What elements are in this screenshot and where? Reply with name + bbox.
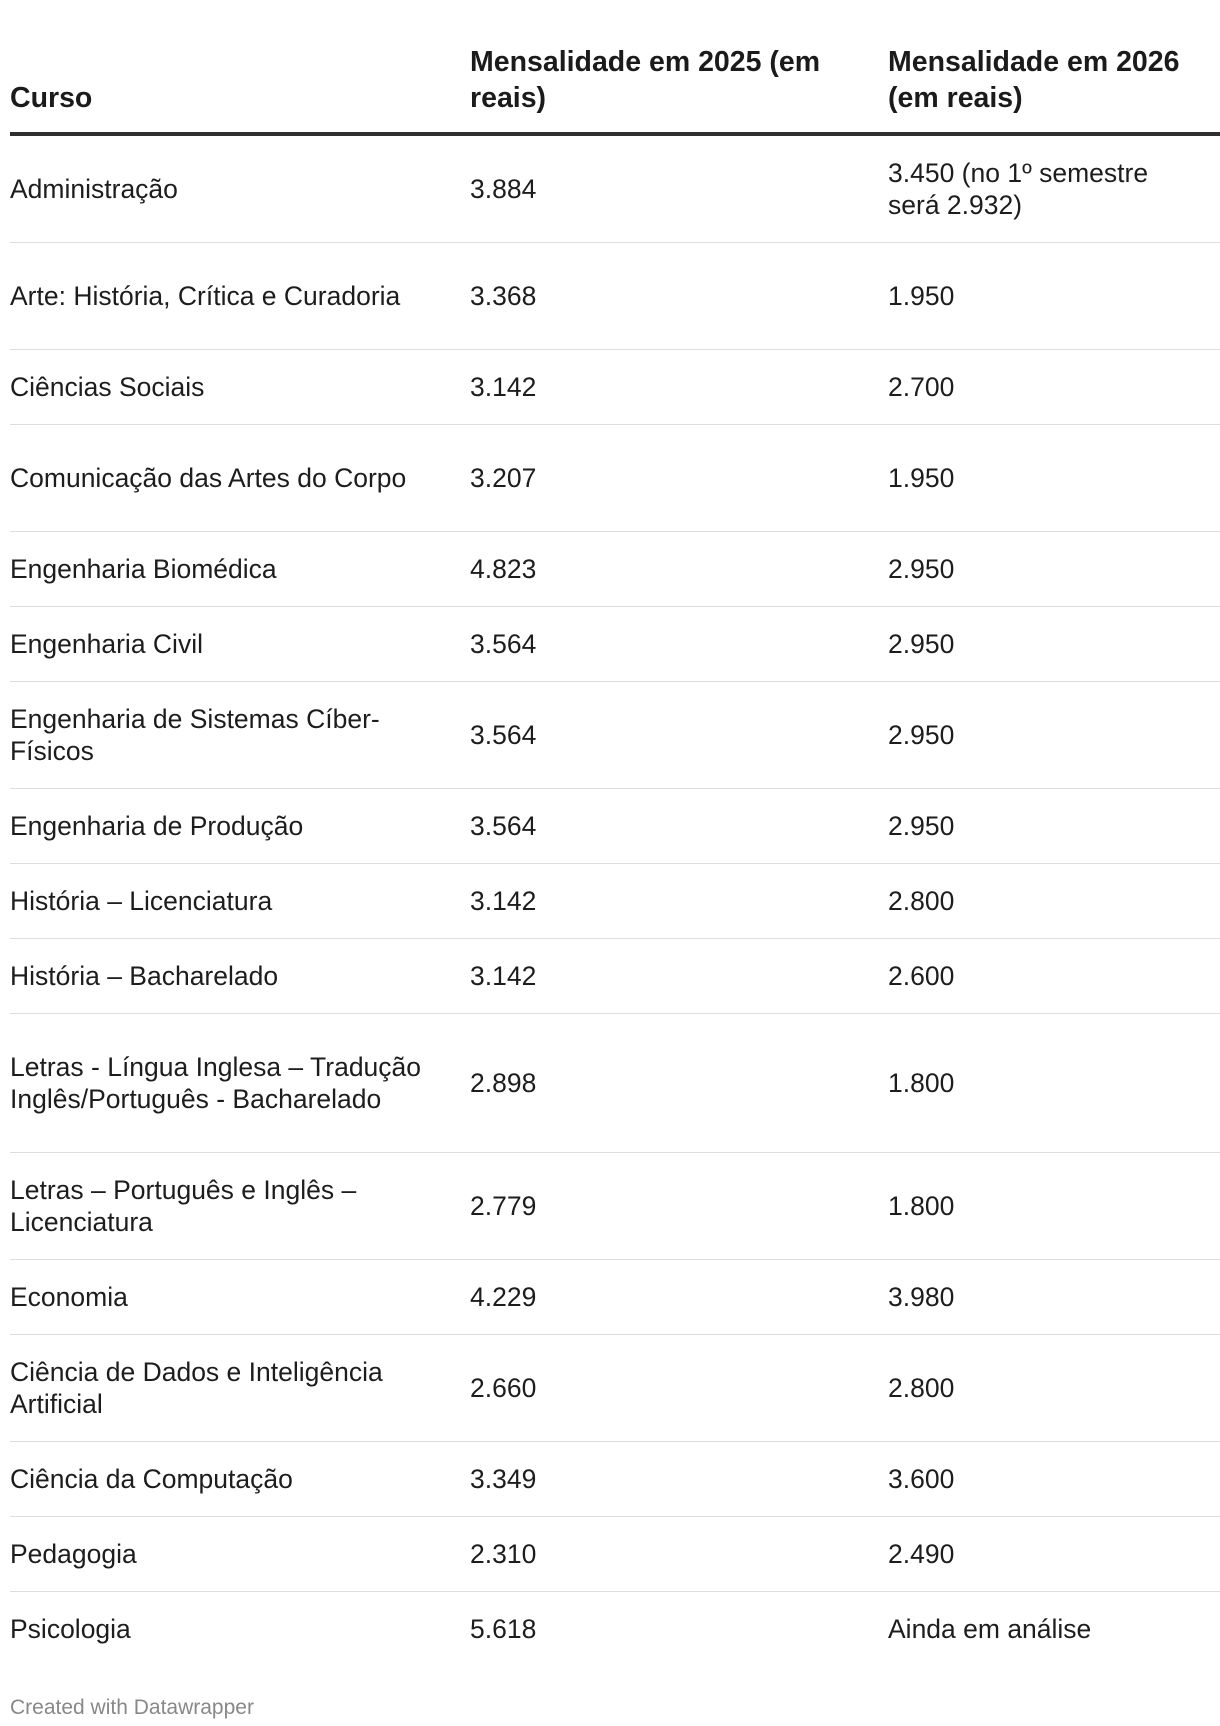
- cell-mensalidade-2026: [888, 1260, 1220, 1335]
- cell-curso: [10, 532, 470, 607]
- table-row: [10, 1014, 1220, 1153]
- cell-mensalidade-2025-text: 3.142: [470, 886, 537, 916]
- cell-curso-text: Pedagogia: [10, 1539, 137, 1569]
- table-row: [10, 425, 1220, 532]
- cell-mensalidade-2026: [888, 1442, 1220, 1517]
- cell-mensalidade-2026-text: 2.800: [888, 1373, 955, 1403]
- cell-curso-text: Engenharia Biomédica: [10, 554, 277, 584]
- tuition-table: [10, 0, 1220, 1666]
- cell-mensalidade-2026: [888, 425, 1220, 532]
- table-row: [10, 789, 1220, 864]
- cell-mensalidade-2025-text: 3.564: [470, 720, 537, 750]
- cell-mensalidade-2025-text: 3.564: [470, 811, 537, 841]
- table-row: [10, 1260, 1220, 1335]
- cell-mensalidade-2025: [470, 1014, 888, 1153]
- cell-mensalidade-2026-text: 2.950: [888, 629, 955, 659]
- cell-mensalidade-2026: [888, 1014, 1220, 1153]
- cell-curso-text: Letras – Português e Inglês – Licenciatura: [10, 1175, 357, 1237]
- cell-mensalidade-2025-text: 4.229: [470, 1282, 537, 1312]
- cell-curso-text: Ciência da Computação: [10, 1464, 293, 1494]
- table-row: [10, 1153, 1220, 1260]
- cell-mensalidade-2026-text: 2.800: [888, 886, 955, 916]
- cell-mensalidade-2025-text: 5.618: [470, 1614, 537, 1644]
- cell-mensalidade-2025: [470, 1592, 888, 1667]
- table-row: [10, 134, 1220, 243]
- cell-curso-text: Ciências Sociais: [10, 372, 205, 402]
- cell-curso: [10, 1592, 470, 1667]
- cell-curso-text: Engenharia de Sistemas Cíber-Físicos: [10, 704, 380, 766]
- cell-mensalidade-2026: [888, 350, 1220, 425]
- cell-mensalidade-2026-text: 2.950: [888, 811, 955, 841]
- cell-mensalidade-2026-text: 1.800: [888, 1191, 955, 1221]
- table-row: [10, 1517, 1220, 1592]
- table-header-row: [10, 0, 1220, 134]
- cell-curso-text: Economia: [10, 1282, 128, 1312]
- cell-mensalidade-2026: [888, 243, 1220, 350]
- column-header-curso[interactable]: Curso: [10, 0, 470, 134]
- cell-curso-text: Engenharia de Produção: [10, 811, 304, 841]
- cell-mensalidade-2025-text: 4.823: [470, 554, 537, 584]
- cell-mensalidade-2026: [888, 682, 1220, 789]
- cell-curso-text: História – Bacharelado: [10, 961, 279, 991]
- cell-mensalidade-2025: [470, 939, 888, 1014]
- cell-mensalidade-2026-text: 2.490: [888, 1539, 955, 1569]
- cell-curso-text: Ciência de Dados e Inteligência Artificial: [10, 1357, 383, 1419]
- cell-mensalidade-2025-text: 2.779: [470, 1191, 537, 1221]
- cell-mensalidade-2026: [888, 134, 1220, 243]
- cell-mensalidade-2026-text: 2.950: [888, 554, 955, 584]
- cell-mensalidade-2025: [470, 1260, 888, 1335]
- cell-curso-text: Comunicação das Artes do Corpo: [10, 463, 407, 493]
- cell-mensalidade-2025: [470, 1335, 888, 1442]
- cell-curso-text: História – Licenciatura: [10, 886, 273, 916]
- cell-mensalidade-2025-text: 3.142: [470, 372, 537, 402]
- cell-mensalidade-2025-text: 2.898: [470, 1068, 537, 1098]
- cell-curso: [10, 1260, 470, 1335]
- cell-mensalidade-2025-text: 3.884: [470, 174, 537, 204]
- cell-mensalidade-2025: [470, 607, 888, 682]
- cell-curso: [10, 939, 470, 1014]
- table-row: [10, 864, 1220, 939]
- cell-mensalidade-2026-text: 2.700: [888, 372, 955, 402]
- cell-curso-text: Administração: [10, 174, 178, 204]
- cell-curso: [10, 864, 470, 939]
- column-header-2025[interactable]: Mensalidade em 2025 (em reais): [470, 0, 888, 134]
- cell-mensalidade-2026: [888, 1592, 1220, 1667]
- cell-mensalidade-2026: [888, 1153, 1220, 1260]
- cell-mensalidade-2026: [888, 789, 1220, 864]
- cell-curso: [10, 425, 470, 532]
- table-row: [10, 532, 1220, 607]
- cell-mensalidade-2026: [888, 1517, 1220, 1592]
- cell-mensalidade-2026: [888, 864, 1220, 939]
- cell-mensalidade-2026: [888, 1335, 1220, 1442]
- cell-mensalidade-2025: [470, 134, 888, 243]
- cell-mensalidade-2025-text: 3.368: [470, 281, 537, 311]
- cell-mensalidade-2025: [470, 1442, 888, 1517]
- cell-curso: [10, 1442, 470, 1517]
- cell-mensalidade-2026-text: 2.600: [888, 961, 955, 991]
- table-row: [10, 1442, 1220, 1517]
- cell-mensalidade-2025: [470, 350, 888, 425]
- table-row: [10, 682, 1220, 789]
- cell-curso: [10, 1014, 470, 1153]
- cell-curso: [10, 1335, 470, 1442]
- datawrapper-credit: Created with Datawrapper: [10, 1696, 254, 1719]
- cell-mensalidade-2025: [470, 682, 888, 789]
- cell-curso: [10, 1153, 470, 1260]
- cell-mensalidade-2025: [470, 864, 888, 939]
- cell-mensalidade-2026-text: 3.600: [888, 1464, 955, 1494]
- cell-mensalidade-2025: [470, 1517, 888, 1592]
- cell-curso: [10, 789, 470, 864]
- table-body: [10, 134, 1220, 1666]
- cell-mensalidade-2026-text: 1.950: [888, 281, 955, 311]
- cell-curso-text: Psicologia: [10, 1614, 131, 1644]
- cell-mensalidade-2026-text: 2.950: [888, 720, 955, 750]
- table-row: [10, 243, 1220, 350]
- cell-mensalidade-2026-text: 3.450 (no 1º semestre será 2.932): [888, 158, 1149, 220]
- cell-curso-text: Engenharia Civil: [10, 629, 203, 659]
- cell-mensalidade-2026-text: 1.950: [888, 463, 955, 493]
- table-row: [10, 350, 1220, 425]
- cell-mensalidade-2025: [470, 789, 888, 864]
- cell-curso: [10, 607, 470, 682]
- table-row: [10, 939, 1220, 1014]
- cell-mensalidade-2025-text: 3.564: [470, 629, 537, 659]
- cell-curso: [10, 350, 470, 425]
- table-row: [10, 1335, 1220, 1442]
- column-header-2026[interactable]: Mensalidade em 2026 (em reais): [888, 0, 1220, 134]
- cell-mensalidade-2026: [888, 607, 1220, 682]
- cell-mensalidade-2025: [470, 1153, 888, 1260]
- cell-curso: [10, 1517, 470, 1592]
- cell-mensalidade-2025-text: 3.207: [470, 463, 537, 493]
- cell-curso: [10, 682, 470, 789]
- cell-curso: [10, 134, 470, 243]
- cell-curso-text: Arte: História, Crítica e Curadoria: [10, 281, 401, 311]
- cell-curso: [10, 243, 470, 350]
- cell-mensalidade-2025: [470, 532, 888, 607]
- cell-mensalidade-2026-text: 3.980: [888, 1282, 955, 1312]
- cell-mensalidade-2026-text: 1.800: [888, 1068, 955, 1098]
- cell-mensalidade-2025-text: 3.349: [470, 1464, 537, 1494]
- table-row: [10, 1592, 1220, 1667]
- cell-mensalidade-2025-text: 2.310: [470, 1539, 537, 1569]
- cell-mensalidade-2026-text: Ainda em análise: [888, 1614, 1092, 1644]
- cell-mensalidade-2025-text: 2.660: [470, 1373, 537, 1403]
- table-row: [10, 607, 1220, 682]
- cell-mensalidade-2025: [470, 425, 888, 532]
- cell-mensalidade-2025: [470, 243, 888, 350]
- cell-curso-text: Letras - Língua Inglesa – Tradução Inglês/Português - Bacharelado: [10, 1052, 422, 1114]
- cell-mensalidade-2025-text: 3.142: [470, 961, 537, 991]
- cell-mensalidade-2026: [888, 939, 1220, 1014]
- cell-mensalidade-2026: [888, 532, 1220, 607]
